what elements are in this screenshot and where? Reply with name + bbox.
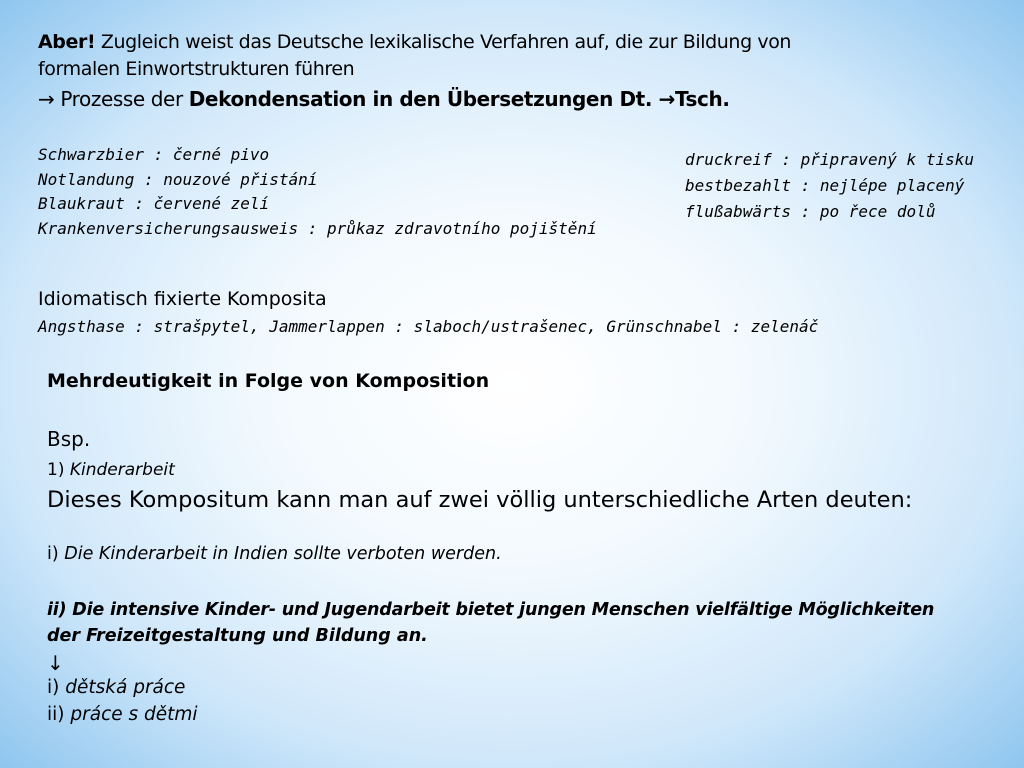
example-left-item: Blaukraut : červené zelí — [38, 194, 270, 213]
ambiguity-statement: Dieses Kompositum kann man auf zwei völlig unterschiedliche Arten deuten: — [47, 487, 913, 513]
idiomatic-heading: Idiomatisch fixierte Komposita — [38, 288, 327, 310]
bsp-label: Bsp. — [47, 427, 91, 451]
translation-2-text: práce s dětmi — [70, 704, 198, 725]
example-right-item: bestbezahlt : nejlépe placený — [685, 176, 965, 195]
translation-1-text: dětská práce — [65, 677, 186, 698]
reading-2-line-1: ii) Die intensive Kinder- und Jugendarbeit bietet jungen Menschen vielfältige Möglichkeiten — [47, 600, 935, 620]
intro-line-3 — [38, 87, 730, 111]
example-right-item: flußabwärts : po řece dolů — [685, 202, 936, 221]
translation-1 — [47, 677, 185, 698]
reading-1-number: i) — [47, 544, 65, 564]
examples-left — [38, 143, 597, 241]
example-1-number: 1) — [47, 460, 70, 480]
reading-1 — [47, 544, 502, 564]
reading-2-line-2: der Freizeitgestaltung und Bildung an. — [47, 626, 428, 646]
reading-1-text: Die Kinderarbeit in Indien sollte verboten werden. — [64, 544, 502, 564]
example-left-item: Krankenversicherungsausweis : průkaz zdravotního pojištění — [38, 218, 597, 238]
translation-2-number: ii) — [47, 704, 71, 725]
example-right-item: druckreif : připravený k tisku — [685, 150, 974, 169]
intro-bold-text: Dekondensation in den Übersetzungen Dt. →Tsch. — [188, 87, 730, 111]
intro-line-2: formalen Einwortstrukturen führen — [38, 58, 355, 80]
intro-line-1 — [38, 31, 791, 53]
down-arrow: ↓ — [47, 651, 64, 675]
examples-right — [685, 147, 974, 225]
intro-lead: Aber! — [38, 31, 96, 53]
translation-2 — [47, 704, 198, 725]
ambiguity-heading: Mehrdeutigkeit in Folge von Komposition — [47, 370, 490, 392]
example-left-item: Notlandung : nouzové přistání — [38, 169, 318, 189]
example-left-item: Schwarzbier : černé pivo — [38, 145, 270, 164]
idiomatic-examples: Angsthase : strašpytel, Jammerlappen : slaboch/ustrašenec, Grünschnabel : zelenáč — [38, 317, 819, 336]
intro-arrow-text: → Prozesse der — [38, 87, 189, 111]
intro-line-1-text: Zugleich weist das Deutsche lexikalische Verfahren auf, die zur Bildung von — [95, 31, 792, 53]
example-1 — [47, 460, 175, 480]
translation-1-number: i) — [47, 677, 66, 698]
example-1-word: Kinderarbeit — [69, 460, 175, 480]
